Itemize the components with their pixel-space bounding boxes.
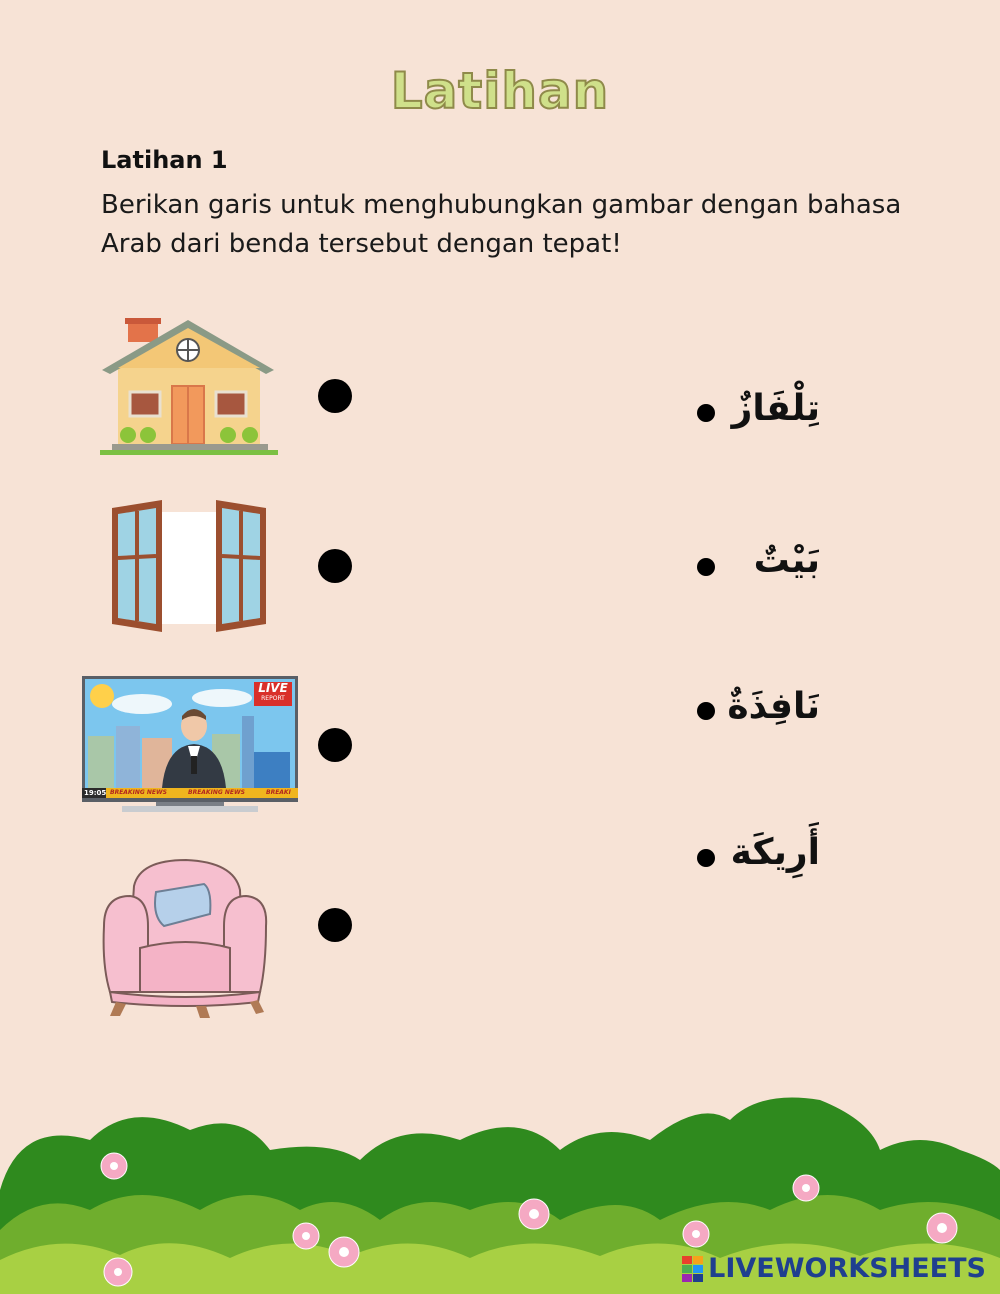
liveworksheets-brand[interactable] <box>682 1253 986 1284</box>
tv-ticker-2: BREAKING NEWS <box>188 789 245 796</box>
television-icon <box>82 676 298 816</box>
page-title: Latihan <box>390 62 610 120</box>
tv-live-badge: LIVE <box>258 681 288 695</box>
arabic-word: تِلْفَازٌ <box>731 388 820 429</box>
exercise-heading: Latihan 1 <box>101 146 228 174</box>
tv-ticker-3: BREAKI <box>266 789 291 796</box>
tv-live-subtitle: REPORT <box>261 695 285 702</box>
arabic-word: أَرِيكَة <box>730 832 820 873</box>
window-icon <box>108 498 270 634</box>
match-dot-house[interactable] <box>318 379 352 413</box>
liveworksheets-logo-icon <box>682 1256 704 1282</box>
match-dot-armchair[interactable] <box>318 908 352 942</box>
match-dot-window[interactable] <box>318 549 352 583</box>
tv-ticker-1: BREAKING NEWS <box>110 789 167 796</box>
arabic-word: نَافِذَةٌ <box>727 686 820 727</box>
house-icon <box>98 316 280 458</box>
exercise-instructions: Berikan garis untuk menghubungkan gambar dengan bahasa Arab dari benda tersebut dengan tepat! <box>101 190 902 259</box>
armchair-icon <box>100 856 270 1018</box>
match-dot-television[interactable] <box>318 728 352 762</box>
tv-time: 19:05 <box>84 789 107 797</box>
arabic-word: بَيْتٌ <box>753 540 820 581</box>
brand-name: LIVEWORKSHEETS <box>708 1253 986 1284</box>
